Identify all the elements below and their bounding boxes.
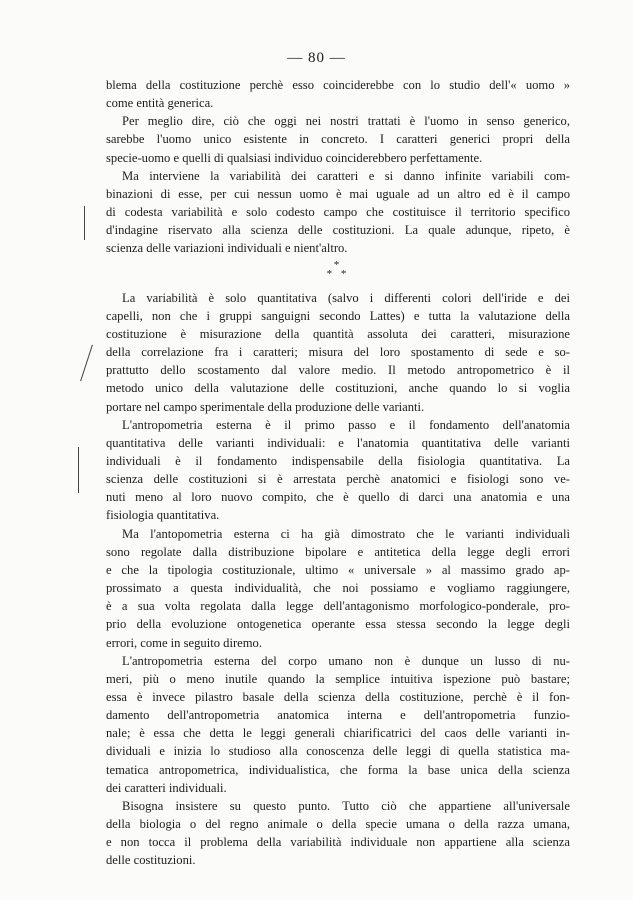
text-line: sono regolate dalla distribuzione bipolare e antitetica della legge degli errori (106, 544, 570, 559)
section-separator (106, 258, 570, 289)
text-line: nuti meno al loro nuovo compito, che è quello di darci una anatomia e una (106, 490, 570, 505)
text-line: specie-uomo e quelli di qualsiasi individuo coinciderebbero perfettamente. (106, 150, 483, 165)
text-line: metodo unico della valutazione delle costituzioni, anche quando lo si voglia (106, 381, 570, 396)
text-line: Ma l'antopometria esterna ci ha già dimostrato che le varianti individuali (122, 526, 570, 541)
paragraph (106, 112, 570, 166)
text-line: damento dell'antropometria anatomica interna e dell'antropometria funzio- (106, 708, 570, 723)
paragraph (106, 289, 570, 416)
text-line: L'antropometria esterna è il primo passo e il fondamento dell'anatomia (122, 417, 570, 432)
body-text (106, 76, 570, 870)
text-line: e non tocca il problema della variabilità individuale non appartiene alla scienza (106, 835, 570, 850)
text-line: delle costituzioni. (106, 853, 196, 868)
text-line: binazioni di esse, per cui nessun uomo è mai uguale ad un altro ed è il campo (106, 186, 570, 201)
text-line: scienza delle costituzioni si è arrestata perchè anatomici e fisiologi sono ve- (106, 472, 570, 487)
text-line: Ma interviene la variabilità dei caratteri e si danno infinite variabili com- (122, 168, 570, 183)
text-line: individuali è il fondamento indispensabile della fisiologia quantitativa. La (106, 453, 570, 468)
asterisk-top: * (333, 258, 343, 271)
margin-pencil-mark (80, 345, 93, 381)
paragraph (106, 416, 570, 525)
text-line: prio della evoluzione ontogenetica operante essa stessa secondo la legge degli (106, 617, 570, 632)
text-line: L'antropometria esterna del corpo umano non è dunque un lusso di nu- (122, 653, 570, 668)
text-line: blema della costituzione perchè esso coinciderebbe con lo studio dell'« uomo » (106, 78, 570, 92)
text-line: scienza delle variazioni individuali e nient'altro. (106, 241, 348, 256)
text-line: di codesta variabilità e solo codesto campo che costituisce il territorio specifico (106, 205, 570, 220)
text-line: fisiologia quantitativa. (106, 508, 220, 523)
text-line: errori, come in seguito diremo. (106, 635, 262, 650)
text-line: prossimato a questa individualità, che noi possiamo e vogliamo raggiungere, (106, 581, 570, 596)
paragraph (106, 76, 570, 112)
text-line: della biologia o del regno animale o della specie umana o della razza umana, (106, 817, 570, 832)
text-line: dei caratteri individuali. (106, 780, 227, 795)
text-line: e che la tipologia costituzionale, ultimo « universale » al massimo grado ap- (106, 562, 570, 577)
text-line: portare nel campo sperimentale della produzione delle varianti. (106, 399, 425, 414)
text-line: d'indagine riservato alla scienza delle costituzioni. La quale adunque, ripeto, è (106, 223, 570, 238)
paragraph (106, 525, 570, 652)
paragraph (106, 652, 570, 797)
asterisk-bottom: * * (326, 267, 350, 280)
text-line: è a sua volta regolata dalla legge dell'antagonismo morfologico-ponderale, pro- (106, 599, 570, 614)
text-line: capelli, non che i gruppi sanguigni secondo Lattes) e tutta la valutazione della (106, 308, 570, 323)
text-line: nale; è essa che detta le leggi generali chiarificatrici del caos delle varianti in- (106, 726, 570, 741)
text-line: come entità generica. (106, 96, 214, 111)
text-line: Bisogna insistere su questo punto. Tutto ciò che appartiene all'universale (122, 798, 570, 813)
margin-pencil-mark (78, 447, 79, 493)
text-line: meri, più o meno inutile quando la semplice intuitiva ispezione può bastare; (106, 671, 570, 686)
text-line: prattutto dello scostamento dal valore medio. Il metodo antropometrico è il (106, 363, 570, 378)
text-line: costituzione è misurazione della quantità assoluta dei caratteri, misurazione (106, 326, 570, 341)
text-line: tematica antropometrica, individualistica, che forma la base unica della scienza (106, 762, 570, 777)
text-line: essa è invece pilastro basale della scienza della costituzione, perchè è il fon- (106, 690, 570, 704)
paragraph (106, 167, 570, 258)
paragraph (106, 797, 570, 870)
text-line: della correlazione fra i caratteri; misura del loro spostamento di sede e so- (106, 345, 570, 360)
text-line: sarebbe l'uomo unico esistente in concreto. I caratteri generici propri della (106, 132, 570, 147)
text-line: quantitativa delle varianti individuali: e l'anatomia quantitativa delle varianti (106, 435, 570, 450)
page-number: — 80 — (287, 50, 346, 66)
text-line: La variabilità è solo quantitativa (salvo i differenti colori dell'iride e dei (122, 290, 570, 305)
margin-pencil-mark (84, 206, 85, 240)
text-line: Per meglio dire, ciò che oggi nei nostri trattati è l'uomo in senso generico, (122, 114, 570, 129)
text-line: dividuali e inizia lo studioso alla conoscenza delle leggi di quella statistica ma- (106, 744, 570, 759)
